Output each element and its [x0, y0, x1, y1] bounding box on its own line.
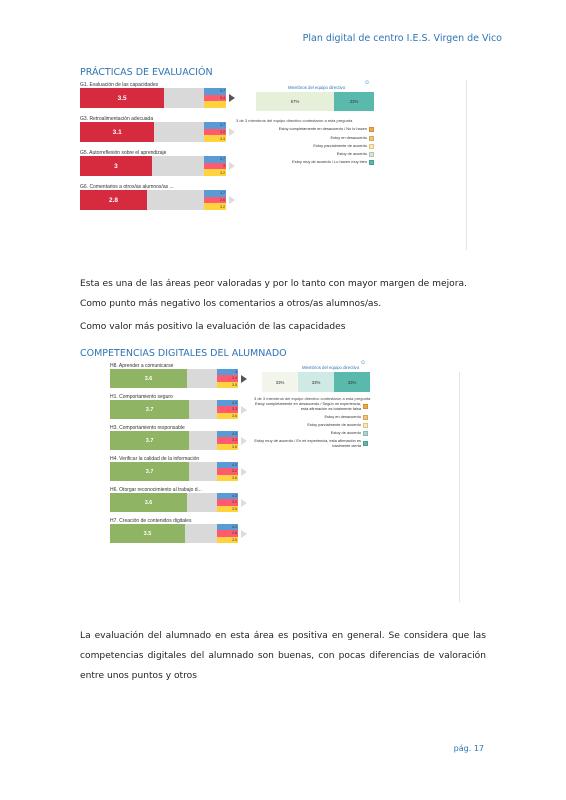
row-label: H8. Aprender a comunicarse — [110, 363, 174, 369]
row-expand-arrow-icon[interactable] — [241, 375, 247, 383]
comparison-bar-yellow — [204, 101, 226, 108]
comparison-bar-red: 3 — [204, 163, 226, 170]
bar-track — [80, 122, 204, 142]
comparison-bar-yellow: 3.3 — [204, 135, 226, 142]
comparison-bar-blue: 3.7 — [204, 122, 226, 129]
paragraph: La evaluación del alumnado en esta área es positiva en general. Se considera que las competencias digitales del alumnado son buenas, con pocas diferencias de valoración entre unos puntos y otros — [80, 631, 486, 681]
legend-item: Estoy completamente en desacuerdo / Según mi experiencia, esta afirmación es totalmente falsa — [248, 402, 368, 411]
bar-value: 3.7 — [110, 400, 189, 419]
comparison-bar-blue: 3.7 — [204, 88, 226, 95]
chart-row — [110, 487, 257, 518]
legend-swatch — [363, 415, 368, 420]
bar-track — [110, 493, 217, 512]
members-label: Miembros del equipo directivo — [302, 365, 360, 370]
row-label: H1. Comportamiento seguro — [110, 394, 173, 400]
chart-border-line — [466, 80, 467, 250]
chart-border-line — [459, 372, 460, 602]
distribution-segment: 33% — [262, 372, 298, 392]
comparison-bar-yellow: 3.6 — [217, 413, 238, 419]
bar-value: 3.5 — [80, 88, 164, 108]
answered-count-text: 3 de 3 miembros del equipo directivo contestaron a esta pregunta — [254, 396, 371, 401]
comparison-bar-red: 3.2 — [217, 468, 238, 474]
comparison-bar-blue: 4.3 — [217, 400, 238, 406]
comparison-bar-red: 2.6 — [204, 197, 226, 204]
page-number: pág. 17 — [453, 744, 484, 753]
comparison-bar-blue: 4.3 — [217, 493, 238, 499]
row-expand-arrow-icon[interactable] — [229, 196, 235, 204]
row-label: G6. Comentarios a otros/as alumnos/as ... — [80, 184, 174, 190]
legend-swatch — [369, 152, 374, 157]
section-title-evaluation: PRÁCTICAS DE EVALUACIÓN — [80, 67, 213, 78]
people-icon: ☺ — [360, 360, 367, 366]
comparison-bar-red: 3.2 — [204, 129, 226, 136]
comparison-bar-blue: 4 — [217, 369, 238, 375]
comparison-bar-yellow: 3.5 — [217, 537, 238, 543]
legend-swatch — [369, 136, 374, 141]
distribution-segment: 33% — [298, 372, 334, 392]
paragraph: Esta es una de las áreas peor valoradas y por lo tanto con mayor margen de mejora. Como punto más negativo los comentarios a otros/as alumnos/as. — [80, 279, 467, 309]
bar-track — [80, 156, 204, 176]
bar-value: 3.6 — [110, 493, 187, 512]
bar-track — [80, 88, 204, 108]
comparison-bar-yellow: 3.5 — [217, 506, 238, 512]
legend-item: Estoy parcialmente de acuerdo — [214, 144, 374, 149]
legend-item: Estoy de acuerdo — [214, 152, 374, 157]
comparison-bar-yellow: 3.2 — [204, 203, 226, 210]
section-title-digital-competences: COMPETENCIAS DIGITALES DEL ALUMNADO — [80, 348, 287, 359]
digital-competences-chart — [110, 360, 372, 545]
bar-value: 3 — [80, 156, 152, 176]
row-expand-arrow-icon[interactable] — [241, 499, 247, 507]
bar-track — [110, 400, 217, 419]
bar-track — [110, 431, 217, 450]
chart-row — [110, 425, 257, 456]
bar-value: 3.1 — [80, 122, 154, 142]
chart-row — [110, 456, 257, 487]
chart-row — [110, 518, 257, 549]
distribution-segment: 33% — [334, 372, 370, 392]
bar-value: 3.6 — [110, 369, 187, 388]
members-label: Miembros del equipo directivo — [288, 85, 346, 90]
legend-item: Estoy completamente en desacuerdo / No lo hacen — [214, 127, 374, 132]
comparison-bar-yellow: 3.5 — [217, 382, 238, 388]
row-expand-arrow-icon[interactable] — [241, 530, 247, 538]
row-label: G5. Autorreflexión sobre el aprendizaje — [80, 150, 167, 156]
chart-row — [110, 394, 257, 425]
legend-swatch — [363, 404, 368, 409]
comparison-bar-red: 3.4 — [217, 375, 238, 381]
row-label: H4. Verificar la calidad de la información — [110, 456, 200, 462]
distribution-segment: 67% — [256, 92, 334, 111]
chart-row — [80, 82, 244, 116]
bar-value: 2.8 — [80, 190, 147, 210]
row-label: G3. Retroalimentación adecuada — [80, 116, 154, 122]
comparison-bar-blue: 4.3 — [217, 431, 238, 437]
legend-item: Estoy muy de acuerdo / En mi experiencia, esta afirmación es totalmente cierta — [248, 439, 368, 448]
legend-swatch — [369, 127, 374, 132]
people-icon: ☺ — [364, 80, 371, 86]
comparison-bar-yellow: 3.6 — [217, 444, 238, 450]
comparison-bar-red: 3.3 — [217, 437, 238, 443]
comparison-bar-blue: 4.3 — [217, 462, 238, 468]
comparison-bar-red: 3.4 — [204, 95, 226, 102]
comparison-bar-blue: 3.7 — [204, 190, 226, 197]
bar-track — [110, 462, 217, 481]
legend-swatch — [363, 423, 368, 428]
row-label: G1. Evaluación de las capacidades — [80, 82, 159, 88]
row-label: H3. Comportamiento responsable — [110, 425, 185, 431]
bar-value: 3.7 — [110, 431, 189, 450]
row-expand-arrow-icon[interactable] — [241, 468, 247, 476]
bar-track — [110, 369, 217, 388]
bar-value: 3.7 — [110, 462, 189, 481]
comparison-bar-red: 2.8 — [217, 530, 238, 536]
answered-count-text: 3 de 3 miembros del equipo directivo contestaron a esta pregunta — [236, 118, 353, 123]
comparison-bar-red: 3.3 — [217, 406, 238, 412]
legend-swatch — [369, 144, 374, 149]
legend-item: Estoy en desacuerdo — [214, 136, 374, 141]
evaluation-practices-chart — [80, 82, 380, 232]
comparison-bar-yellow: 3.6 — [217, 475, 238, 481]
row-label: H6. Otorgar reconocimiento al trabajo d... — [110, 487, 202, 493]
document-header-title: Plan digital de centro I.E.S. Virgen de Vico — [302, 33, 502, 44]
row-expand-arrow-icon[interactable] — [241, 406, 247, 414]
legend-item: Estoy de acuerdo — [248, 431, 368, 436]
legend-swatch — [369, 160, 374, 165]
distribution-segment: 33% — [334, 92, 374, 111]
bar-track — [110, 524, 217, 543]
paragraph: Como valor más positivo la evaluación de las capacidades — [80, 322, 346, 332]
bar-value: 3.5 — [110, 524, 185, 543]
legend-swatch — [363, 441, 368, 446]
row-expand-arrow-icon[interactable] — [241, 437, 247, 445]
legend-item: Estoy en desacuerdo — [248, 415, 368, 420]
comparison-bar-yellow: 3.2 — [204, 169, 226, 176]
legend-item: Estoy muy de acuerdo / Lo hacen muy bien — [214, 160, 374, 165]
row-label: H7. Creación de contenidos digitales — [110, 518, 192, 524]
legend-swatch — [363, 431, 368, 436]
row-expand-arrow-icon[interactable] — [229, 94, 235, 102]
chart-row — [80, 184, 244, 218]
comparison-bar-blue: 4.3 — [217, 524, 238, 530]
chart-row — [110, 363, 257, 394]
comparison-bar-blue: 3.7 — [204, 156, 226, 163]
bar-track — [80, 190, 204, 210]
legend-item: Estoy parcialmente de acuerdo — [248, 423, 368, 428]
comparison-bar-red: 3.2 — [217, 499, 238, 505]
